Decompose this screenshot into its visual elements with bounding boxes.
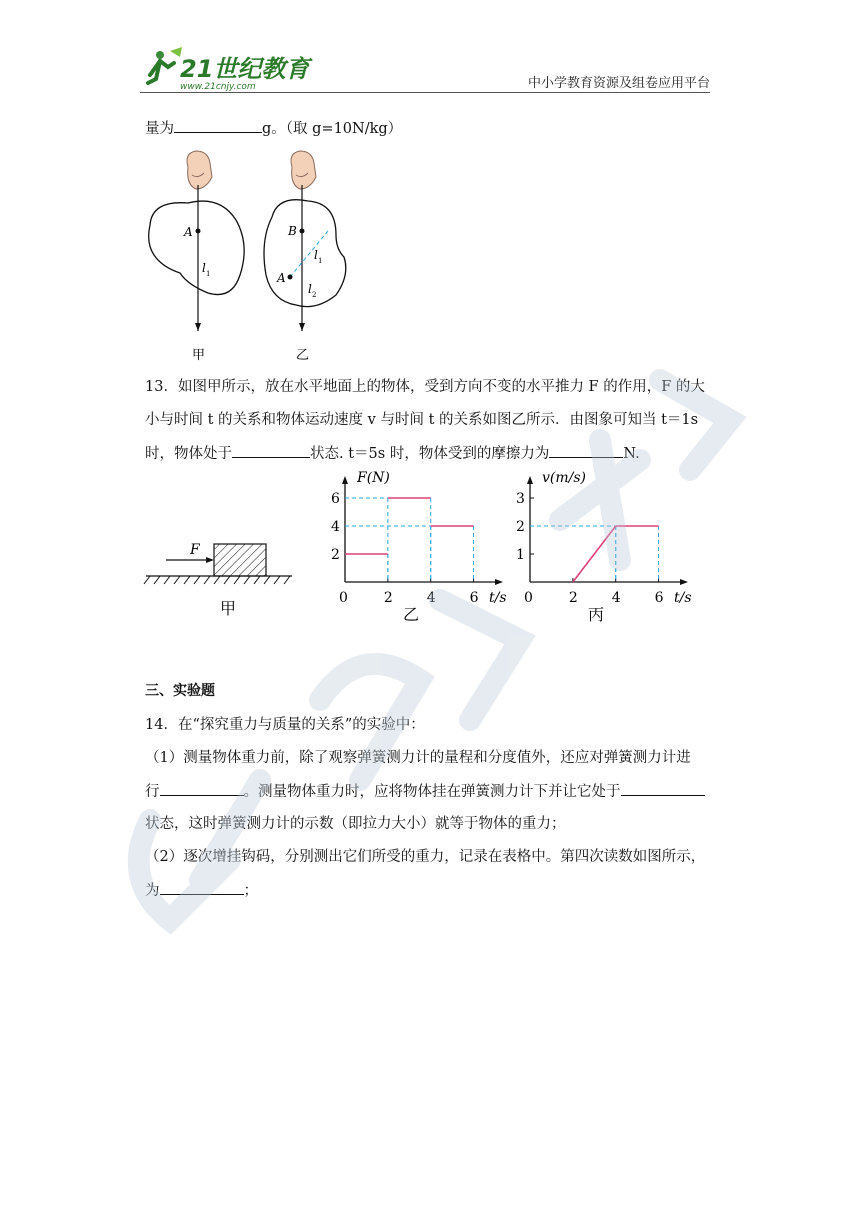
q14-p1-line1: （1）测量物体重力前，除了观察弹簧测力计的量程和分度值外，还应对弹簧测力计进 (145, 750, 691, 766)
q14-intro: 14．在“探究重力与质量的关系”的实验中： (145, 717, 425, 733)
x-tick-label: 0 (524, 590, 533, 606)
logo (140, 45, 320, 95)
runner-icon (148, 47, 182, 83)
answer-blank[interactable] (174, 118, 262, 133)
line-l2-label: l (308, 282, 312, 296)
q13-line1: 13．如图甲所示，放在水平地面上的物体，受到方向不变的水平推力 F 的作用，F 的大 (145, 379, 705, 395)
y-axis-arrow-icon (342, 476, 348, 484)
q14-p1-line3: 状态，这时弹簧测力计的示数（即拉力大小）就等于物体的重力； (145, 816, 566, 832)
x-tick-label: 2 (383, 590, 393, 606)
chart-velocity-time (510, 470, 695, 625)
figure-label-jia: 甲 (192, 348, 206, 363)
q12-prefix: 量为 (145, 121, 174, 137)
figure-label: 丙 (588, 605, 605, 624)
x-tick-label: 0 (339, 590, 348, 606)
point-a-label: A (277, 271, 286, 285)
data-segment (573, 526, 616, 582)
hand-icon (291, 151, 316, 189)
answer-blank-state[interactable] (232, 443, 310, 458)
answer-blank-zero[interactable] (160, 781, 244, 796)
figure-label: 乙 (403, 605, 420, 624)
x-tick-label: 6 (469, 590, 479, 606)
q14-p1-line2-b: 。测量物体重力时，应将物体挂在弹簧测力计下并让它处于 (243, 784, 621, 800)
line-l1-subscript: 1 (206, 270, 211, 278)
line-l1-label: l (202, 261, 206, 275)
x-tick-label: 4 (611, 590, 621, 606)
answer-blank-friction[interactable] (549, 443, 623, 458)
line-l1-subscript: 1 (318, 257, 323, 265)
q13-line2: 小与时间 t 的关系和物体运动速度 v 与时间 t 的关系如图乙所示．由图象可知当 t＝1s (145, 412, 699, 428)
y-tick-label: 2 (331, 547, 340, 563)
x-axis-arrow-icon (680, 579, 688, 585)
q12-tail (145, 118, 720, 139)
q13-line3-a: 时，物体处于 (145, 446, 232, 462)
figure-block-force (140, 530, 300, 625)
q14-p1-line2-a: 行 (145, 784, 160, 800)
q14-p2-line2-b: ； (243, 883, 258, 899)
x-axis-title: t/s (489, 590, 507, 606)
force-label: F (190, 542, 200, 558)
x-axis-arrow-icon (495, 579, 503, 585)
hand-icon (187, 151, 212, 189)
q12-suffix: g。（取 g=10N/kg） (262, 121, 403, 137)
y-tick-label: 6 (331, 491, 340, 507)
logo-url: www.21cnjy.com (180, 82, 256, 92)
x-axis-title: t/s (674, 590, 692, 606)
y-axis-title: v(m/s) (542, 470, 587, 486)
q14-p2-line1: （2）逐次增挂钩码，分别测出它们所受的重力，记录在表格中。第四次读数如图所示， (145, 849, 706, 865)
y-axis-title: F(N) (357, 470, 390, 486)
header-divider (140, 92, 710, 93)
q13-line3 (145, 443, 720, 464)
y-tick-label: 3 (516, 491, 525, 507)
section-title: 三、实验题 (145, 683, 215, 699)
logo-text: 21世纪教育 (180, 55, 310, 83)
x-tick-label: 2 (568, 590, 578, 606)
x-tick-label: 6 (654, 590, 664, 606)
figure-label-yi: 乙 (296, 348, 310, 363)
point-a-label: A (184, 225, 193, 239)
y-tick-label: 2 (516, 519, 525, 535)
point-b-label: B (288, 224, 297, 238)
chart-force-time (325, 470, 510, 625)
figure-hanging-objects (140, 145, 380, 370)
line-l1-label: l (314, 248, 318, 262)
line-l2-subscript: 2 (312, 291, 317, 299)
q14-p2-line2-a: 为 (145, 883, 160, 899)
arrow-right-icon (206, 557, 214, 563)
q14-p2-line2 (145, 880, 720, 901)
page-header (0, 0, 860, 100)
y-axis-arrow-icon (527, 476, 533, 484)
y-tick-label: 1 (516, 547, 525, 563)
answer-blank-state[interactable] (621, 781, 705, 796)
block (214, 544, 266, 576)
platform-name: 中小学教育资源及组卷应用平台 (527, 76, 710, 91)
answer-blank-reading[interactable] (160, 880, 244, 895)
figure-label-jia: 甲 (220, 599, 237, 618)
q14-p1-line2 (145, 781, 720, 802)
x-tick-label: 4 (426, 590, 436, 606)
q13-line3-c: N. (623, 446, 640, 462)
y-tick-label: 4 (331, 519, 340, 535)
q13-line3-b: 状态. t＝5s 时，物体受到的摩擦力为 (310, 446, 550, 462)
